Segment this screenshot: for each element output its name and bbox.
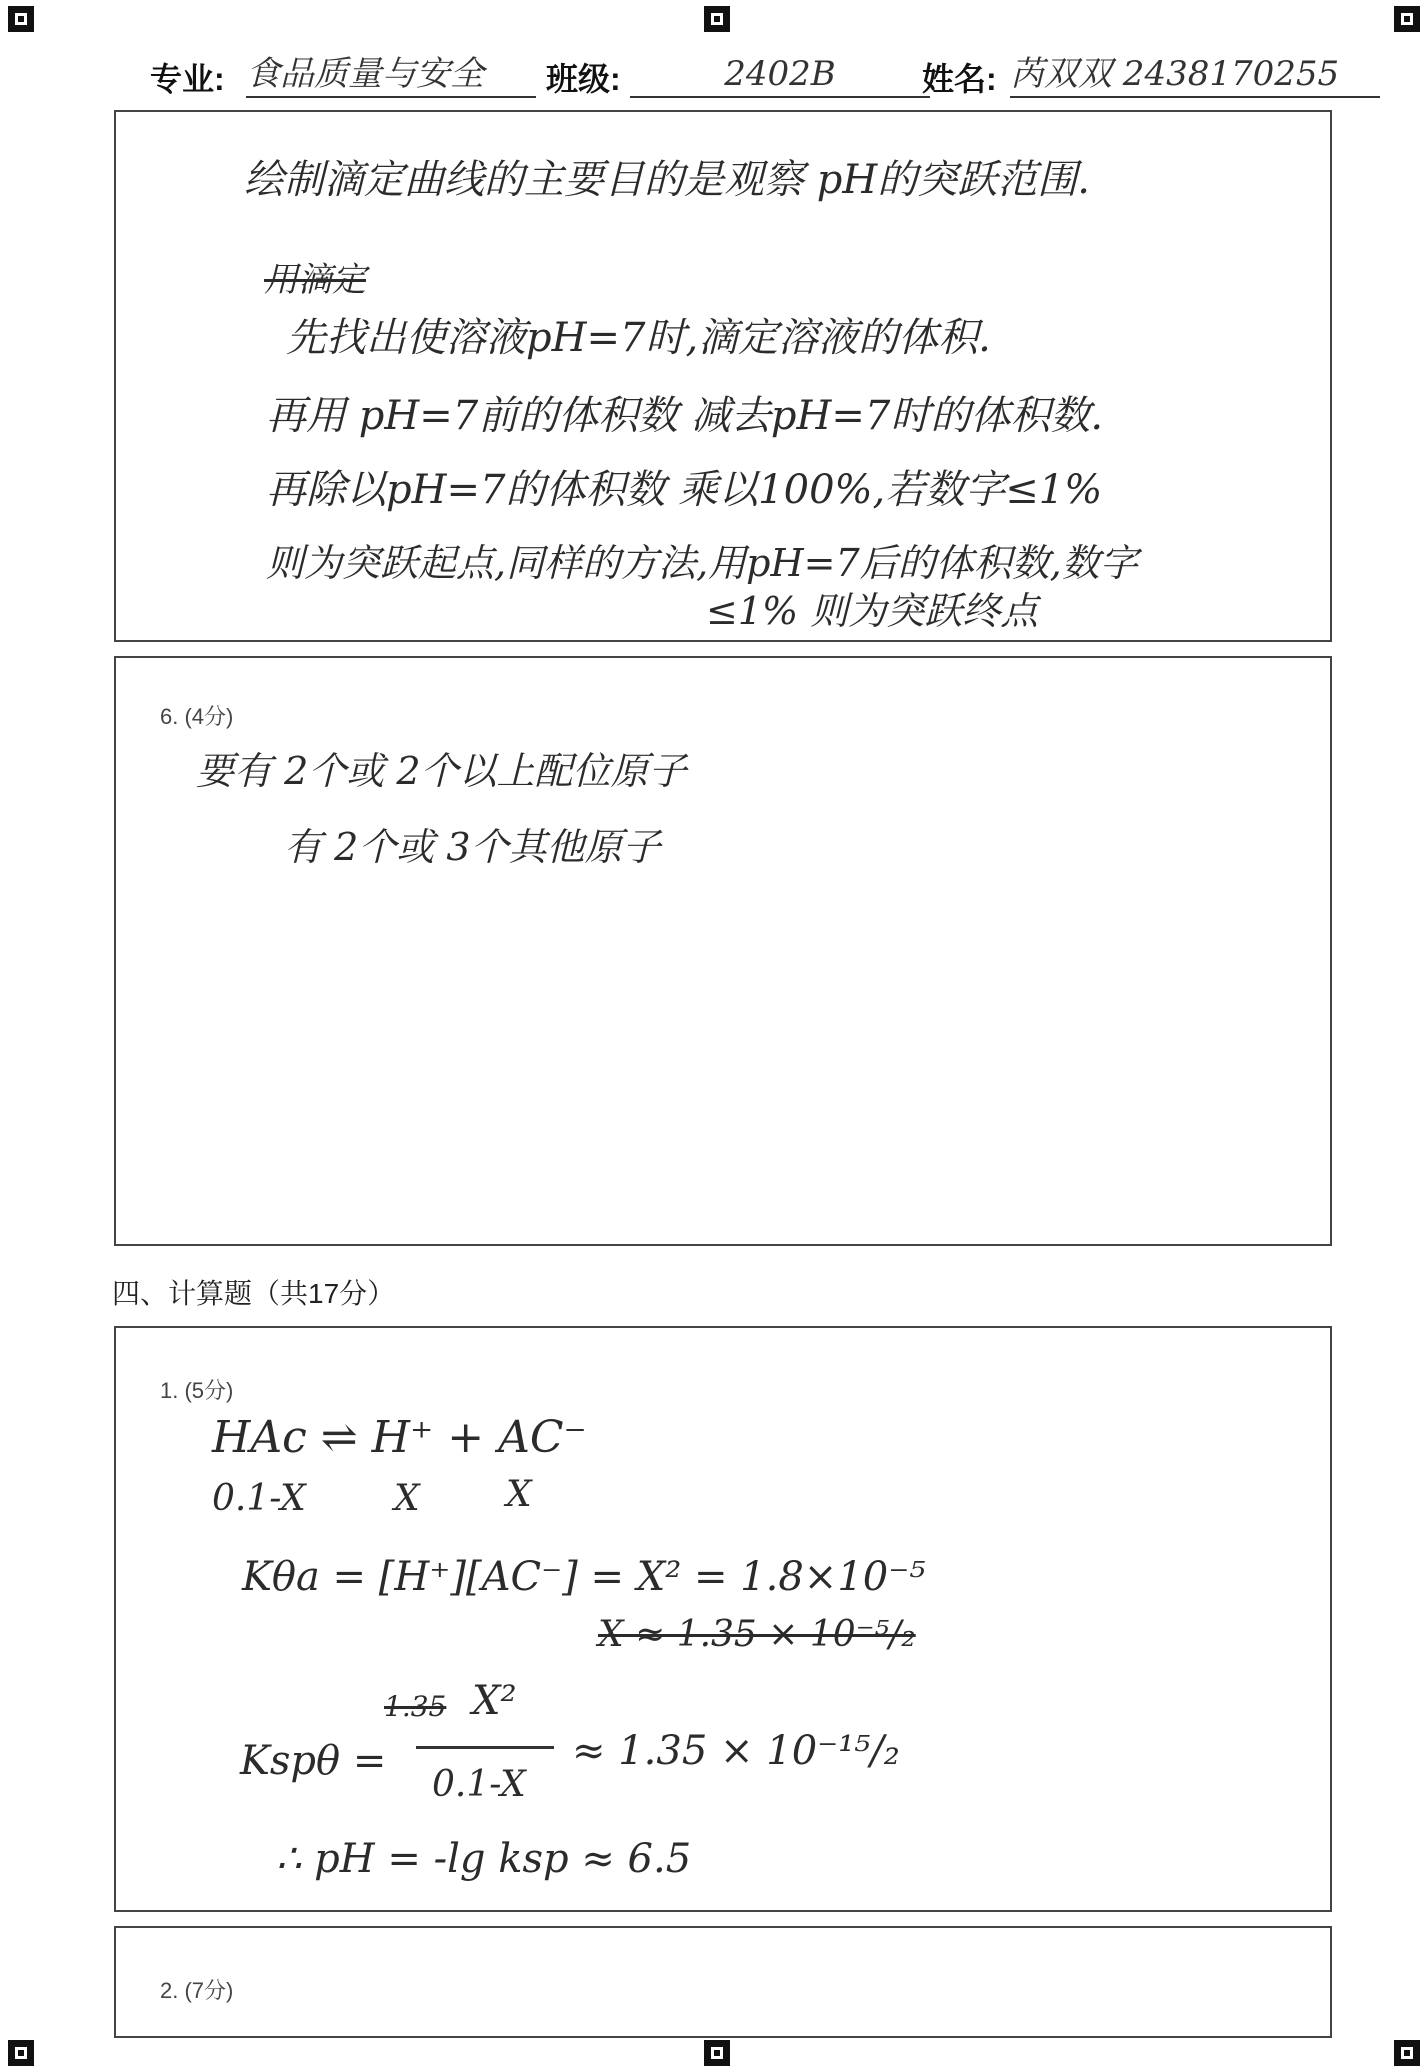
answer-line: 则为突跃起点,同样的方法,用pH=7后的体积数,数字 <box>266 541 1138 585</box>
ph-result: ∴ pH = -lg ksp ≈ 6.5 <box>276 1836 692 1882</box>
answer-line: 绘制滴定曲线的主要目的是观察 pH的突跃范围. <box>244 157 1090 203</box>
concentration-ac: X <box>506 1474 532 1515</box>
corner-marker-top-right <box>1394 6 1420 32</box>
ksp-left: Kspθ = <box>240 1738 387 1784</box>
answer-line: ≤1% 则为突跃终点 <box>706 589 1039 633</box>
ksp-numerator: X² <box>472 1678 517 1724</box>
question-number: 2. (7分) <box>160 1978 234 2003</box>
question-number: 1. (5分) <box>160 1378 234 1403</box>
ksp-struck-numerator: 1.35 <box>384 1690 447 1723</box>
name-value: 芮双双 2438170255 <box>1010 48 1380 98</box>
concentration-h: X <box>394 1478 420 1519</box>
fraction-bar <box>416 1746 554 1749</box>
answer-line: 再用 pH=7前的体积数 减去pH=7时的体积数. <box>266 393 1104 439</box>
answer-box-calc-q2 <box>114 1926 1332 2038</box>
struck-calculation: X ≈ 1.35 × 10⁻⁵/₂ <box>598 1614 916 1655</box>
reaction-equation: HAc ⇌ H⁺ + AC⁻ <box>212 1412 587 1463</box>
answer-line: 再除以pH=7的体积数 乘以100%,若数字≤1% <box>266 467 1103 513</box>
corner-marker-bottom-left <box>8 2040 34 2066</box>
answer-line: 有 2个或 3个其他原子 <box>284 825 661 869</box>
answer-box-calc-q1 <box>114 1326 1332 1912</box>
ksp-right: ≈ 1.35 × 10⁻¹⁵/₂ <box>572 1728 900 1774</box>
major-label: 专业: <box>150 61 225 97</box>
section-title: 四、计算题（共17分） <box>112 1278 396 1309</box>
class-value: 2402B <box>630 48 930 98</box>
corner-marker-top-center <box>704 6 730 32</box>
answer-box-q5 <box>114 110 1332 642</box>
corner-marker-top-left <box>8 6 34 32</box>
answer-box-q6 <box>114 656 1332 1246</box>
answer-line: 先找出使溶液pH=7时,滴定溶液的体积. <box>286 315 991 361</box>
crossed-out-text: 用滴定 <box>264 260 366 300</box>
ka-expression: Kθa = [H⁺][AC⁻] = X² = 1.8×10⁻⁵ <box>242 1554 926 1600</box>
question-number: 6. (4分) <box>160 704 234 729</box>
concentration-hac: 0.1-X <box>212 1478 306 1519</box>
corner-marker-bottom-center <box>704 2040 730 2066</box>
ksp-denominator: 0.1-X <box>432 1764 526 1805</box>
student-header <box>150 48 1380 108</box>
major-value: 食品质量与安全 <box>246 48 536 98</box>
answer-line: 要有 2个或 2个以上配位原子 <box>196 749 687 793</box>
name-label: 姓名: <box>922 61 997 97</box>
corner-marker-bottom-right <box>1394 2040 1420 2066</box>
class-label: 班级: <box>546 61 621 97</box>
